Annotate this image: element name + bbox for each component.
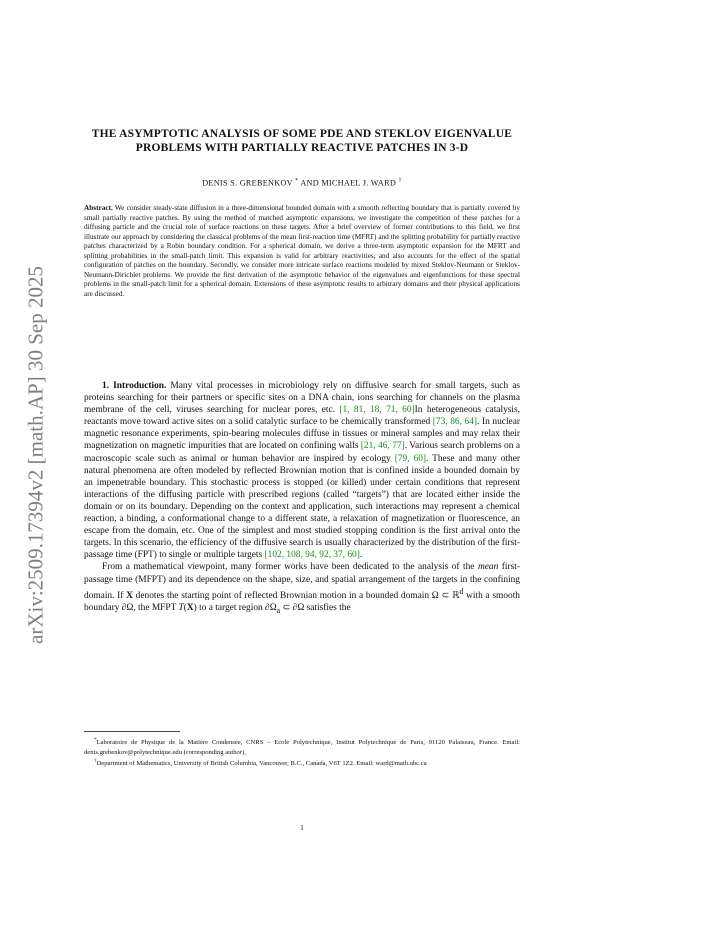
citation-link[interactable]: [21, 46, 77] <box>360 441 405 452</box>
abstract-text: We consider steady-state diffusion in a three-dimensional bounded domain with a smooth reflecting boundary that is partially covered by small partially reactive patches. By using the method of matched asymptotic expansions, we investigate the competition of these patches for a diffusing particle and the crucial role of surface reactions on these targets. After a brief overview of former contributions to this field, we first illustrate our approach by considering the classical problems of the mean first-reaction time (MFRT) and the splitting probability for partially reactive patches characterized by a Robin boundary condition. For a spherical domain, we derive a three-term asymptotic expansion for the MFRT and splitting probabilities in the small-patch limit. This expansion is valid for arbitrary reactivities, and also accounts for the effect of the spatial configuration of patches on the boundary. Secondly, we consider more intricate surface reactions modeled by mixed Steklov-Neumann or Steklov-Neumann-Dirichlet problems. We provide the first derivation of the asymptotic behavior of the eigenvalues and eigenfunctions for these spectral problems in the small-patch limit for a spherical domain. Extensions of these asymptotic results to arbitrary domains and their physical applications are discussed. <box>84 204 520 298</box>
text-run: . In nuclear magnetic resonance experiments, spin-bearing molecules diffuse in tissues or mineral samples and may relax their magnetization on magnetic impurities that are located on confining walls <box>84 417 520 452</box>
footnote-rule <box>84 731 180 732</box>
intro-paragraph-2 <box>84 561 520 616</box>
math-subscript: a <box>276 605 281 615</box>
author-line <box>84 178 520 188</box>
math-symbol: X <box>126 590 133 601</box>
text-run: . These and many other natural phenomena are often modeled by reflected Brownian motion that is confined inside a bounded domain by an impenetrable boundary. This stochastic process is stopped (or killed) under certain conditions that represent interactions of the diffusing particle with prescribed regions (called “targets”) that are located either inside the domain or on its boundary. Depending on the context and application, such interactions may represent a chemical reaction, a binding, a conformational change to a different state, a relaxation of magnetization or fluorescence, an escape from the domain, etc. One of the simplest and most studied stopping condition is the first arrival onto the targets. In this scenario, the efficiency of the diffusive search is usually characterized by the distribution of the first-passage time (FPT) to single or multiple targets <box>84 453 520 561</box>
citation-link[interactable]: [73, 86, 64] <box>432 417 478 428</box>
footnote-1 <box>84 736 520 757</box>
section-introduction <box>84 380 520 617</box>
text-run: with a smooth boundary ∂Ω, the MFPT <box>84 590 520 613</box>
footnote-1-text: Laboratoire de Physique de la Matière Condensée, CNRS – Ecole Polytechnique, Institut Polytechnique de Paris, 91120 Palaiseau, France. Email: denis.grebenkov@polytechnique.edu (corresponding author), <box>84 739 520 756</box>
author-1-mark: * <box>295 178 299 184</box>
author-and: AND <box>300 178 319 188</box>
text-run: In heterogeneous catalysis, reactants move toward active sites on a solid catalytic surface to be chemically transformed <box>84 405 520 428</box>
intro-paragraph-1 <box>84 380 520 561</box>
arxiv-identifier: arXiv:2509.17394v2 [math.AP] 30 Sep 2025 <box>23 266 48 644</box>
citation-link[interactable]: [79, 60] <box>394 453 427 464</box>
text-run: denotes the starting point of reflected Brownian motion in a bounded domain Ω ⊂ ℝ <box>132 590 460 601</box>
citation-link[interactable]: [102, 108, 94, 92, 37, 60] <box>264 550 360 561</box>
footnote-2-mark: † <box>94 759 97 765</box>
text-run: . Various search problems on a macroscopic scale such as animal or human behavior are inspired by ecology <box>84 441 520 464</box>
math-symbol: T <box>178 602 184 613</box>
paper-title: THE ASYMPTOTIC ANALYSIS OF SOME PDE AND STEKLOV EIGENVALUE PROBLEMS WITH PARTIALLY REACTIVE PATCHES IN 3-D <box>91 128 513 154</box>
text-run: Many vital processes in microbiology rely on diffusive search for small targets, such as proteins searching for their partners or specific sites on a DNA chain, ions searching for channels on the plasma membrane of the cell, viruses searching for nuclear pores, etc. <box>84 381 521 416</box>
section-title: Introduction. <box>113 381 167 391</box>
text-run: ⊂ ∂Ω satisfies the <box>280 602 351 613</box>
footnotes <box>84 736 520 769</box>
footnote-2 <box>84 757 520 769</box>
math-superscript: d <box>459 586 464 596</box>
citation-link[interactable]: [1, 81, 18, 71, 60] <box>339 405 415 416</box>
text-run: ( <box>183 602 187 613</box>
abstract <box>84 204 520 299</box>
footnote-1-mark: * <box>94 738 97 743</box>
arxiv-stamp <box>18 245 54 665</box>
section-number: 1. <box>102 381 110 391</box>
emphasis: mean <box>477 562 499 573</box>
author-1: DENIS S. GREBENKOV <box>202 178 293 188</box>
author-2: MICHAEL J. WARD <box>321 178 397 188</box>
math-symbol: X <box>186 602 194 613</box>
text-run: ) to a target region ∂Ω <box>193 602 277 613</box>
text-run: From a mathematical viewpoint, many former works have been dedicated to the analysis of the <box>102 562 478 573</box>
text-run: first-passage time (MFPT) and its dependence on the shape, size, and spatial arrangement of the targets in the confining domain. If <box>84 562 520 601</box>
author-2-mark: † <box>398 178 402 184</box>
page-number: 1 <box>300 823 304 832</box>
abstract-heading: Abstract. <box>84 204 113 212</box>
text-run: . <box>359 550 363 561</box>
footnote-2-text: Department of Mathematics, University of British Columbia, Vancouver, B.C., Canada, V6T 1Z2. Email: ward@math.ubc.ca <box>96 760 427 768</box>
